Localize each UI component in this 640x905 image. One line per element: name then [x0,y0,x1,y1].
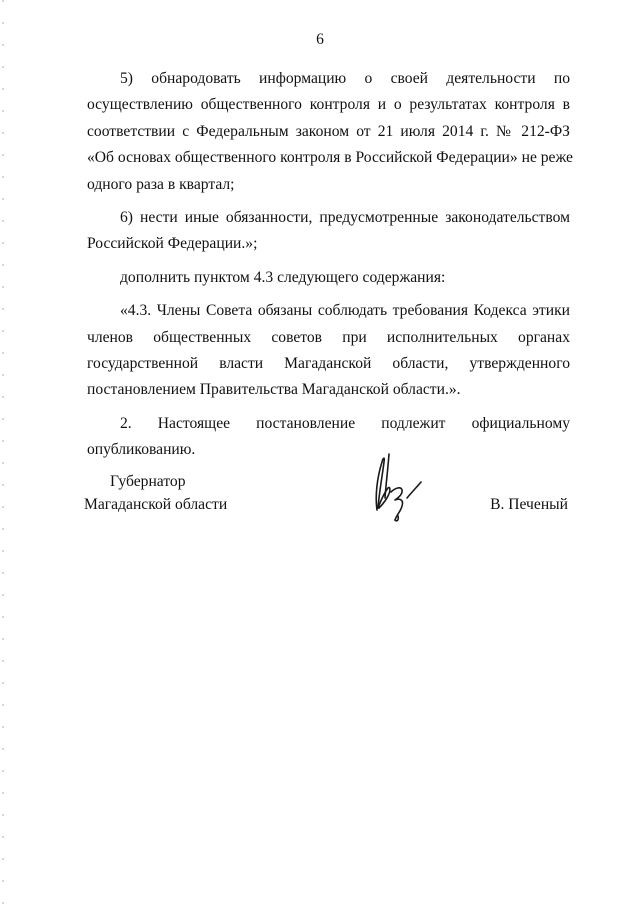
paragraph-publication [87,411,570,464]
signatory-title-line1: Губернатор [110,473,186,490]
paragraph-amendment-intro [87,265,570,291]
text-line: государственной власти Магаданской области, утвержденного [87,355,570,373]
text-line: соответствии с Федеральным законом от 21 июля 2014 г. № 212-ФЗ [87,122,570,140]
scan-edge-marks [2,0,4,905]
page-number: 6 [316,31,324,48]
text-line: «4.3. Члены Совета обязаны соблюдать требования Кодекса этики [120,302,570,320]
text-line: опубликованию. [87,441,196,459]
signatory-title [84,470,227,516]
paragraph-clause-4-3 [87,298,570,404]
paragraph-duty-5 [87,66,573,198]
text-line: 6) нести иные обязанности, предусмотренные законодательством [120,209,570,227]
text-line: осуществлению общественного контроля и о результатах контроля в [87,96,570,114]
signatory-name: В. Печеный [490,496,568,513]
signatory-title-line2: Магаданской области [84,496,228,513]
text-line: дополнить пунктом 4.3 следующего содержания: [120,268,446,286]
text-line: 2. Настоящее постановление подлежит официальному [120,414,570,432]
text-line: постановлением Правительства Магаданской области.». [87,381,461,399]
text-line: Российской Федерации.»; [87,235,258,253]
paragraph-duty-6 [87,205,570,258]
text-line: одного раза в квартал; [87,175,235,193]
document-body [87,66,573,471]
handwritten-signature [355,448,435,530]
text-line: членов общественных советов при исполнительных органах [87,328,570,346]
text-line: 5) обнародовать информацию о своей деятельности по [120,70,570,87]
text-line: «Об основах общественного контроля в Российской Федерации» не реже [87,149,573,167]
